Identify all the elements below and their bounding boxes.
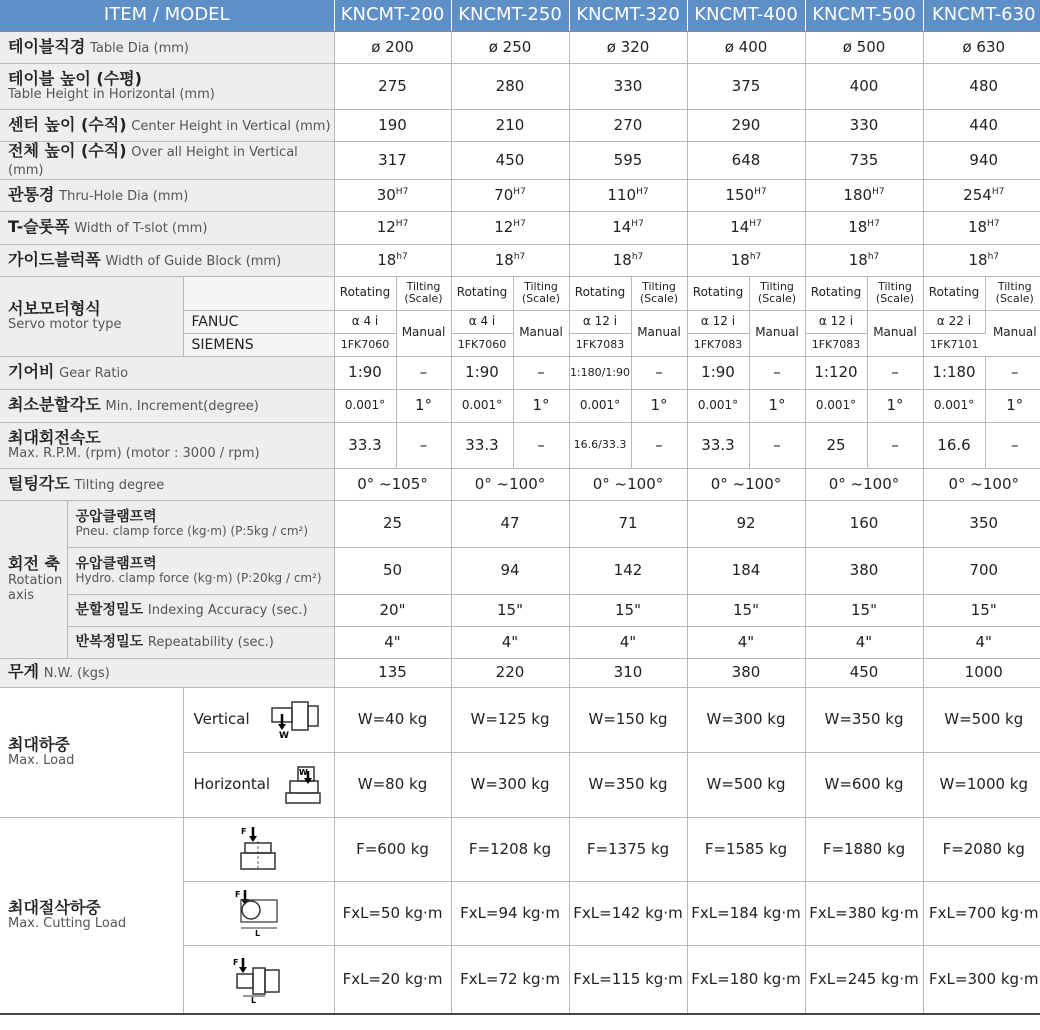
- cell: $12^{H7}$: [334, 211, 451, 244]
- cell: 330: [805, 110, 923, 142]
- cell: ø 200: [334, 32, 451, 64]
- row-label: 최소분할각도 Min. Increment(degree): [0, 389, 334, 422]
- row-gear-ratio: 기어비 Gear Ratio 1:90 – 1:90 – 1:180/1:90 – 1:90 – 1:120 – 1:180 –: [0, 356, 1040, 389]
- row-label: 최대절삭하중 Max. Cutting Load: [0, 817, 183, 1014]
- cell: $14^{H7}$: [569, 211, 687, 244]
- row-label: 테이블 높이 (수평) Table Height in Horizontal (mm): [0, 64, 334, 110]
- row-weight: 무게 N.W. (kgs) 135 220 310 380 450 1000: [0, 658, 1040, 687]
- rotation-axis-label: 회전 축 Rotation axis: [0, 500, 67, 658]
- row-label: 반복정밀도 Repeatability (sec.): [67, 626, 334, 658]
- cell: 375: [687, 64, 805, 110]
- cell: $70^{H7}$: [451, 179, 569, 211]
- row-label: 서보모터형식 Servo motor type: [0, 276, 183, 356]
- cell: ø 250: [451, 32, 569, 64]
- row-center-height: [0, 110, 1040, 142]
- svg-text:L: L: [254, 929, 260, 939]
- row-label: 최대하중 Max. Load: [0, 687, 183, 817]
- cell: ø 500: [805, 32, 923, 64]
- row-tilting: 틸팅각도 Tilting degree 0° ~105° 0° ~100° 0° ~100° 0° ~100° 0° ~100° 0° ~100°: [0, 468, 1040, 500]
- svg-text:W: W: [279, 730, 290, 740]
- header-row: [0, 0, 1040, 32]
- cutting-force-icon-cell: [183, 817, 334, 881]
- item-model-header: ITEM / MODEL: [0, 0, 334, 32]
- cell: $18^{h7}$: [451, 244, 569, 276]
- cell: $150^{H7}$: [687, 179, 805, 211]
- row-servo-fanuc: FANUC α 4 i Manual α 4 i Manual α 12 i Manual α 12 i Manual α 12 i Manual α 22 i Manual: [0, 310, 1040, 333]
- cell: 210: [451, 110, 569, 142]
- row-cutting-f: 최대절삭하중 Max. Cutting Load F F=600 kg F=1208 kg F=1375 kg F=1585 kg F=1880 kg F=2080 kg: [0, 817, 1040, 881]
- cell: 440: [923, 110, 1040, 142]
- cell: $30^{H7}$: [334, 179, 451, 211]
- cell: $18^{h7}$: [569, 244, 687, 276]
- row-max-rpm: 최대회전속도 Max. R.P.M. (rpm) (motor : 3000 / rpm) 33.3 – 33.3 – 16.6/33.3 – 33.3 – 25 – 16.6 –: [0, 422, 1040, 468]
- cell: 290: [687, 110, 805, 142]
- cell: $18^{h7}$: [805, 244, 923, 276]
- svg-text:F: F: [232, 957, 238, 967]
- row-servo-header: 서보모터형식 Servo motor type Rotating Tilting (Scale) Rotating Tilting (Scale) Rotating Tilting (Scale) Rotating Tilting (Scale) Rotating Tilting (Scale) Rotating Tilting (Scale): [0, 276, 1040, 310]
- row-label: 틸팅각도 Tilting degree: [0, 468, 334, 500]
- row-overall-height: [0, 142, 1040, 180]
- row-servo-siemens: SIEMENS 1FK7060 1FK7060 1FK7083 1FK7083 1FK7083 1FK7101: [0, 333, 1040, 356]
- cell: ø 400: [687, 32, 805, 64]
- row-hydro: 유압클램프력 Hydro. clamp force (kg·m) (P:20kg / cm²) 50 94 142 184 380 700: [0, 547, 1040, 594]
- cutting-moment-icon-cell: [183, 881, 334, 945]
- row-table-height: [0, 64, 1040, 110]
- cell: 275: [334, 64, 451, 110]
- svg-text:F: F: [240, 827, 246, 837]
- model-header: KNCMT-320: [569, 0, 687, 32]
- row-label: 공압클램프력 Pneu. clamp force (kg·m) (P:5kg / cm²): [67, 500, 334, 547]
- cell: 190: [334, 110, 451, 142]
- row-label: 유압클램프력 Hydro. clamp force (kg·m) (P:20kg / cm²): [67, 547, 334, 594]
- cell: 648: [687, 142, 805, 180]
- cell: 450: [451, 142, 569, 180]
- svg-text:W: W: [299, 767, 309, 777]
- row-table-dia: [0, 32, 1040, 64]
- row-thru-hole: [0, 179, 1040, 211]
- cell: ø 630: [923, 32, 1040, 64]
- cell: 595: [569, 142, 687, 180]
- row-label: 센터 높이 (수직) Center Height in Vertical (mm): [0, 110, 334, 142]
- model-header: KNCMT-250: [451, 0, 569, 32]
- cell: 317: [334, 142, 451, 180]
- cell: $18^{h7}$: [687, 244, 805, 276]
- cell: $18^{H7}$: [923, 211, 1040, 244]
- model-header: KNCMT-400: [687, 0, 805, 32]
- row-cutting-fxl-2: F L FxL=20 kg·m FxL=72 kg·m FxL=115 kg·m FxL=180 kg·m FxL=245 kg·m FxL=300 kg·m: [0, 945, 1040, 1014]
- cell: $254^{H7}$: [923, 179, 1040, 211]
- cell: 270: [569, 110, 687, 142]
- row-guide-block: [0, 244, 1040, 276]
- cutting-moment-icon-cell: [183, 945, 334, 1014]
- row-label: 관통경 Thru-Hole Dia (mm): [0, 179, 334, 211]
- cutting-moment-vertical-icon: [231, 956, 287, 1004]
- cell: $110^{H7}$: [569, 179, 687, 211]
- cell: $18^{h7}$: [923, 244, 1040, 276]
- cutting-moment-horizontal-icon: [233, 888, 285, 938]
- row-label: 테이블직경 Table Dia (mm): [0, 32, 334, 64]
- row-max-load-vertical: 최대하중 Max. Load Vertical W W=40 kg W=125 kg W=150 kg W=300 kg W=350 kg W=500 kg: [0, 687, 1040, 752]
- cell: $180^{H7}$: [805, 179, 923, 211]
- row-label: 기어비 Gear Ratio: [0, 356, 334, 389]
- cell: $14^{H7}$: [687, 211, 805, 244]
- cell: 330: [569, 64, 687, 110]
- row-label: T-슬롯폭 Width of T-slot (mm): [0, 211, 334, 244]
- row-label: 가이드블럭폭 Width of Guide Block (mm): [0, 244, 334, 276]
- cell: ø 320: [569, 32, 687, 64]
- vertical-load-label: Vertical W: [183, 687, 334, 752]
- cell: 280: [451, 64, 569, 110]
- row-max-load-horizontal: Horizontal W W=80 kg W=300 kg W=350 kg W=500 kg W=600 kg W=1000 kg: [0, 752, 1040, 817]
- model-header: KNCMT-630: [923, 0, 1040, 32]
- row-label: 최대회전속도 Max. R.P.M. (rpm) (motor : 3000 / rpm): [0, 422, 334, 468]
- row-label: 전체 높이 (수직) Over all Height in Vertical (mm): [0, 142, 334, 180]
- row-t-slot: [0, 211, 1040, 244]
- cell: $18^{h7}$: [334, 244, 451, 276]
- cell: $12^{H7}$: [451, 211, 569, 244]
- cell: 480: [923, 64, 1040, 110]
- horizontal-load-icon: [284, 763, 324, 807]
- model-header: KNCMT-200: [334, 0, 451, 32]
- row-pneu: 회전 축 Rotation axis 공압클램프력 Pneu. clamp force (kg·m) (P:5kg / cm²) 25 47 71 92 160 350: [0, 500, 1040, 547]
- row-label: 분할정밀도 Indexing Accuracy (sec.): [67, 594, 334, 626]
- vertical-load-icon: [270, 700, 322, 740]
- cell: 940: [923, 142, 1040, 180]
- row-cutting-fxl-1: F L FxL=50 kg·m FxL=94 kg·m FxL=142 kg·m FxL=184 kg·m FxL=380 kg·m FxL=700 kg·m: [0, 881, 1040, 945]
- row-repeat: 반복정밀도 Repeatability (sec.) 4" 4" 4" 4" 4" 4": [0, 626, 1040, 658]
- model-header: KNCMT-500: [805, 0, 923, 32]
- row-indexing: 분할정밀도 Indexing Accuracy (sec.) 20" 15" 15" 15" 15" 15": [0, 594, 1040, 626]
- horizontal-load-label: Horizontal W: [183, 752, 334, 817]
- cell: 735: [805, 142, 923, 180]
- svg-text:L: L: [250, 995, 256, 1004]
- row-min-increment: 최소분할각도 Min. Increment(degree) 0.001° 1° 0.001° 1° 0.001° 1° 0.001° 1° 0.001° 1° 0.001° 1°: [0, 389, 1040, 422]
- cutting-force-icon: [237, 825, 281, 873]
- row-label: 무게 N.W. (kgs): [0, 658, 334, 687]
- cell: 400: [805, 64, 923, 110]
- svg-text:F: F: [234, 890, 240, 900]
- cell: $18^{H7}$: [805, 211, 923, 244]
